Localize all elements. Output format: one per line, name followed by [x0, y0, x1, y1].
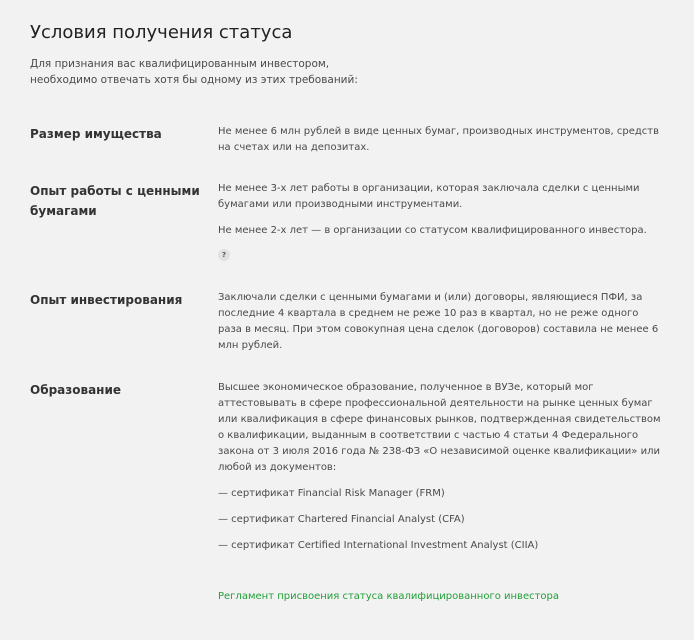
requirement-description: [218, 290, 664, 354]
requirement-description: [218, 124, 664, 156]
document-item: — сертификат Financial Risk Manager (FRM): [218, 488, 445, 499]
document-item: — сертификат Certified International Investment Analyst (CIIA): [218, 540, 539, 551]
help-icon[interactable]: ?: [218, 249, 230, 261]
regulations-link[interactable]: Регламент присвоения статуса квалифицированного инвестора: [218, 591, 560, 602]
requirement-property-size: [30, 124, 664, 156]
requirement-work-experience: [30, 181, 664, 263]
intro-text: Для признания вас квалифицированным инвестором, необходимо отвечать хотя бы одному из этих требований:: [30, 58, 358, 86]
requirement-label: Размер имущества: [30, 127, 162, 141]
requirement-label: Опыт инвестирования: [30, 293, 183, 307]
requirement-label: Образование: [30, 383, 122, 397]
requirement-investing-experience: [30, 290, 664, 354]
page-title: Условия получения статуса: [30, 22, 293, 43]
requirement-paragraph: Не менее 6 млн рублей в виде ценных бумаг, производных инструментов, средств на счетах или на депозитах.: [218, 126, 659, 153]
requirement-description: [218, 380, 664, 554]
requirement-label: Опыт работы с ценными бумагами: [30, 184, 200, 218]
requirement-education: [30, 380, 664, 554]
requirement-paragraph: Не менее 2-х лет — в организации со статусом квалифицированного инвестора.: [218, 225, 647, 236]
document-item: — сертификат Chartered Financial Analyst (CFA): [218, 514, 465, 525]
documents-list: [218, 486, 664, 554]
requirement-paragraph: Заключали сделки с ценными бумагами и (или) договоры, являющиеся ПФИ, за последние 4 квартала в среднем не реже 10 раз в квартал, но не реже одного раза в месяц. При этом совокупная цена сделок (договоров) составила не менее 6 млн рублей.: [218, 292, 659, 351]
requirement-paragraph: Не менее 3-х лет работы в организации, которая заключала сделки с ценными бумагами или производными инструментами.: [218, 183, 640, 210]
requirement-description: [218, 181, 664, 263]
requirement-paragraph: Высшее экономическое образование, полученное в ВУЗе, который мог аттестовывать в сфере профессиональной деятельности на рынке ценных бумаг или квалификация в сфере финансовых рынков, подтвержденная свидетельством о квалификации, выданным в соответствии с частью 4 статьи 4 Федерального закона от 3 июля 2016 года № 238-ФЗ «О независимой оценке квалификации» или любой из документов:: [218, 382, 661, 473]
